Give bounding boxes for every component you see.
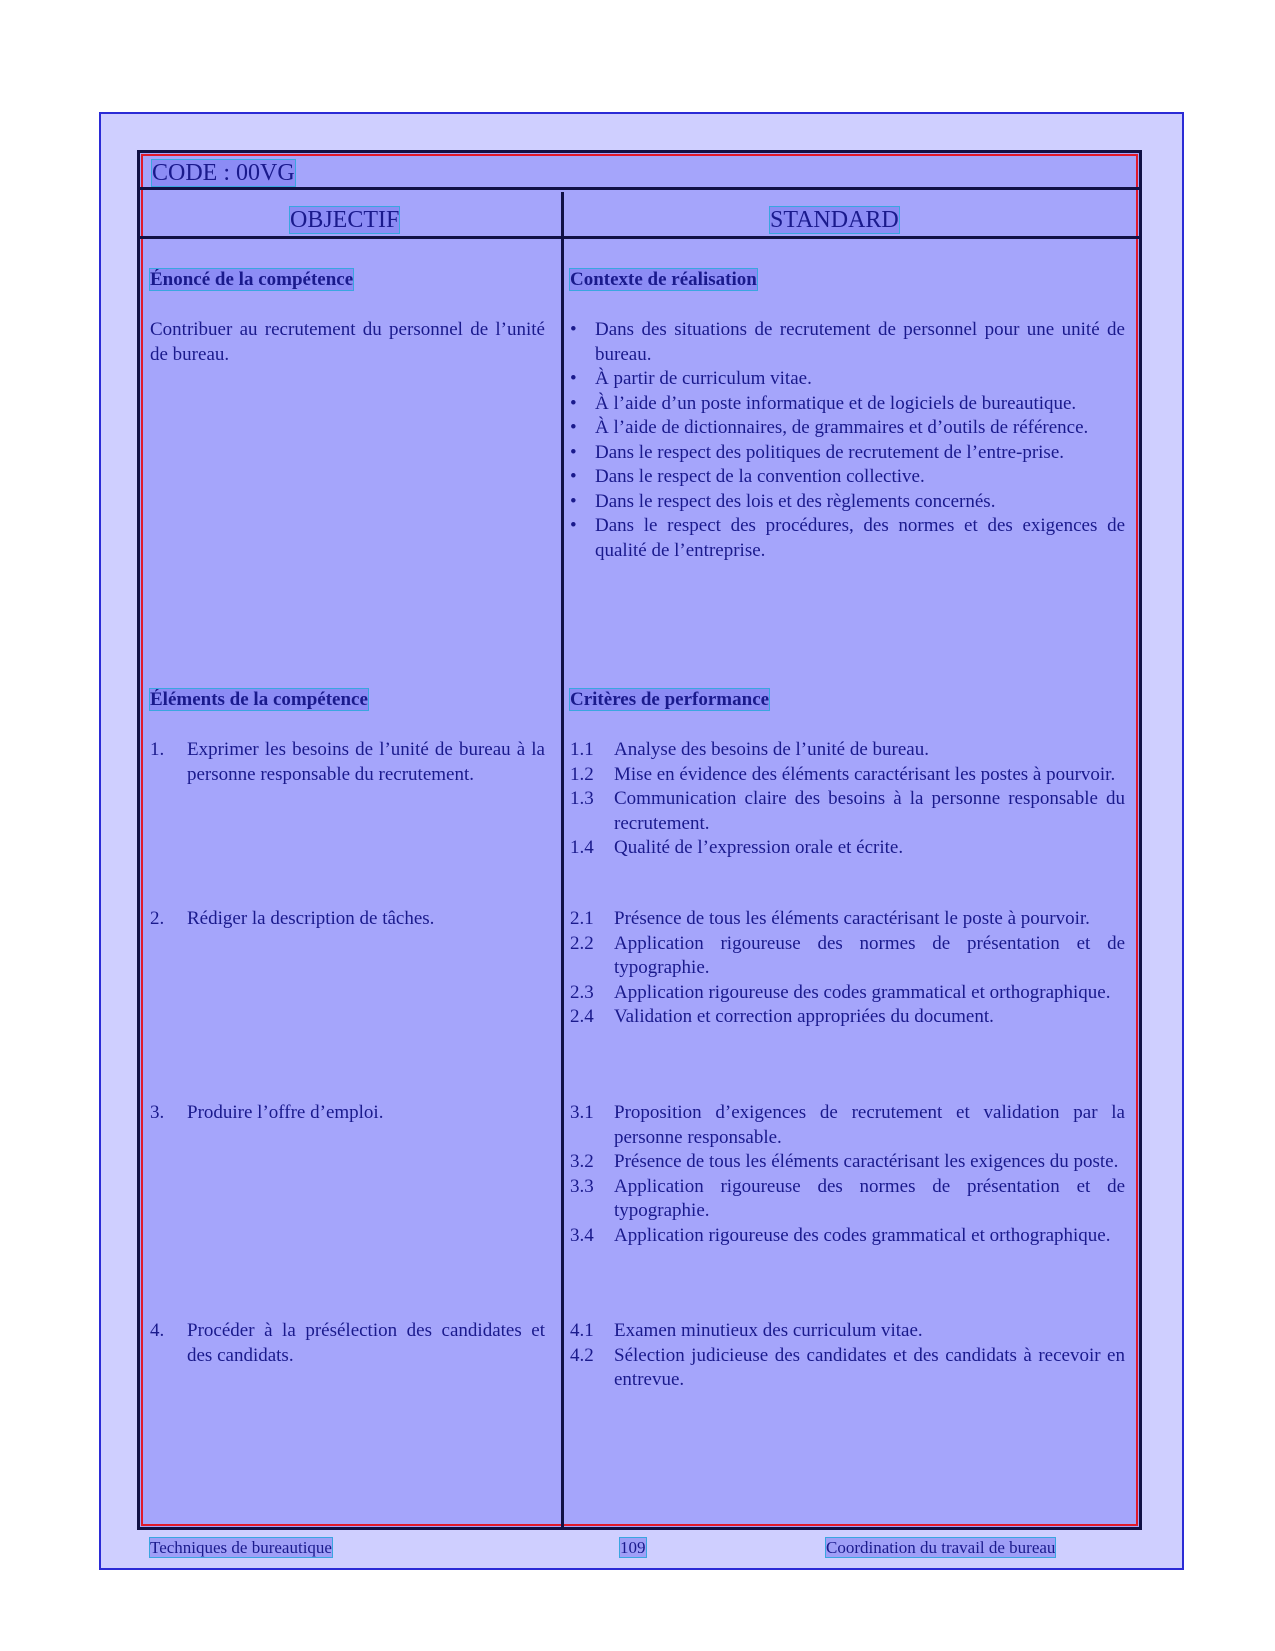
- enonce-heading: Énoncé de la compétence: [150, 269, 354, 290]
- critere-item: 3.3 Application rigoureuse des normes de présentation et de typographie.: [570, 1175, 1125, 1221]
- footer-page-number: 109: [620, 1538, 646, 1557]
- contexte-item: • Dans des situations de recrutement de personnel pour une unité de bureau.: [570, 319, 1125, 365]
- critere-item: 3.4 Application rigoureuse des codes grammatical et orthographique.: [570, 1224, 1111, 1246]
- critere-item: 1.2 Mise en évidence des éléments caractérisant les postes à pourvoir.: [570, 763, 1116, 785]
- critere-item: 3.2 Présence de tous les éléments caractérisant les exigences du poste.: [570, 1151, 1119, 1172]
- element-item-1: 1. Exprimer les besoins de l’unité de bureau à la personne responsable du recrutement.: [150, 739, 545, 785]
- critere-item: 1.4 Qualité de l’expression orale et écrite.: [570, 837, 904, 858]
- criteres-heading: Critères de performance: [570, 689, 770, 710]
- critere-item: 3.1 Proposition d’exigences de recrutement et validation par la personne responsable.: [570, 1102, 1125, 1148]
- criteres-group-2: [570, 907, 1125, 1030]
- critere-item: 2.3 Application rigoureuse des codes grammatical et orthographique.: [570, 981, 1111, 1003]
- criteres-group-3: [570, 1101, 1125, 1248]
- critere-item: 2.2 Application rigoureuse des normes de présentation et de typographie.: [570, 932, 1125, 978]
- contexte-item: • À partir de curriculum vitae.: [570, 368, 812, 389]
- contexte-item: • Dans le respect des lois et des règlements concernés.: [570, 490, 996, 512]
- criteres-group-1: [570, 738, 1125, 861]
- column-divider: [561, 192, 564, 1527]
- contexte-item: • À l’aide d’un poste informatique et de logiciels de bureautique.: [570, 392, 1077, 414]
- contexte-item: • À l’aide de dictionnaires, de grammaires et d’outils de référence.: [570, 417, 1089, 438]
- element-item-3: 3. Produire l’offre d’emploi.: [150, 1102, 384, 1123]
- critere-item: 2.4 Validation et correction appropriées du document.: [570, 1006, 994, 1027]
- element-item-4: 4. Procéder à la présélection des candidates et des candidats.: [150, 1320, 545, 1366]
- code-label: CODE : 00VG: [152, 160, 295, 186]
- criteres-group-4: [570, 1319, 1125, 1393]
- contexte-heading: Contexte de réalisation: [570, 269, 757, 290]
- critere-item: 4.1 Examen minutieux des curriculum vitae.: [570, 1320, 923, 1341]
- critere-item: 1.3 Communication claire des besoins à la personne responsable du recrutement.: [570, 788, 1125, 834]
- critere-item: 1.1 Analyse des besoins de l’unité de bureau.: [570, 739, 929, 760]
- footer-program: Techniques de bureautique: [150, 1538, 332, 1557]
- contexte-item: • Dans le respect de la convention collective.: [570, 466, 925, 487]
- critere-item: 2.1 Présence de tous les éléments caractérisant le poste à pourvoir.: [570, 908, 1090, 929]
- elements-heading: Éléments de la compétence: [150, 689, 368, 710]
- critere-item: 4.2 Sélection judicieuse des candidates et des candidats à recevoir en entrevue.: [570, 1344, 1125, 1390]
- enonce-text: Contribuer au recrutement du personnel de l’unité de bureau.: [150, 319, 545, 365]
- column-header-objectif: OBJECTIF: [290, 207, 400, 233]
- contexte-item: • Dans le respect des procédures, des normes et des exigences de qualité de l’entreprise.: [570, 515, 1125, 561]
- rule-below-headers: [140, 236, 1139, 239]
- column-header-standard: STANDARD: [770, 207, 899, 233]
- footer-competency: Coordination du travail de bureau: [826, 1538, 1056, 1557]
- element-item-2: 2. Rédiger la description de tâches.: [150, 908, 435, 929]
- contexte-item: • Dans le respect des politiques de recrutement de l’entre-prise.: [570, 441, 1065, 463]
- contexte-list: [570, 318, 1125, 563]
